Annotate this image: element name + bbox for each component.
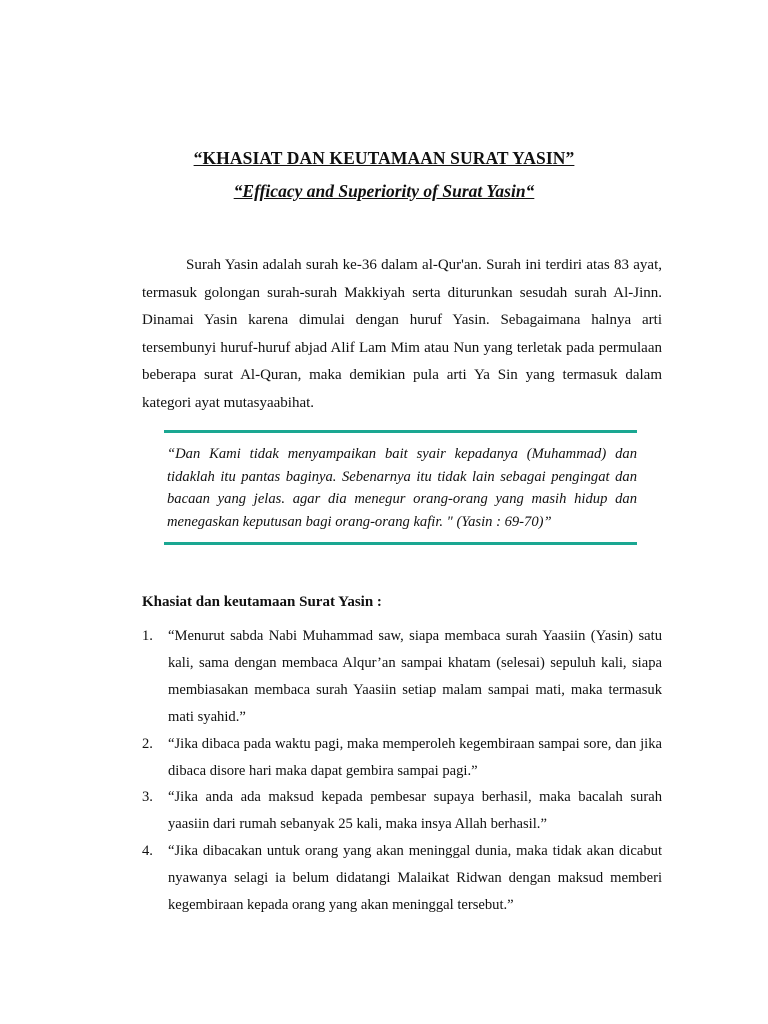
intro-paragraph: Surah Yasin adalah surah ke-36 dalam al-Qur'an. Surah ini terdiri atas 83 ayat, termasuk golongan surah-surah Makkiyah serta diturunkan sesudah surah Al-Jinn. Dinamai Yasin karena dimulai dengan huruf Yasin. Sebagaimana halnya arti tersembunyi huruf-huruf abjad Alif Lam Mim atau Nun yang terletak pada permulaan beberapa surat Al-Quran, maka demikian pula arti Ya Sin yang termasuk dalam kategori ayat mutasyaabihat. [142,257,662,411]
list-item [142,784,662,838]
list-item-text: “Menurut sabda Nabi Muhammad saw, siapa membaca surah Yaasiin (Yasin) satu kali, sama dengan membaca Alqur’an sampai khatam (selesai) sepuluh kali, siapa membiasakan membaca surah Yaasiin setiap malam sampai mati, maka termasuk mati syahid.” [168,628,662,725]
list-item-text: “Jika anda ada maksud kepada pembesar supaya berhasil, maka bacalah surah yaasiin dari rumah sebanyak 25 kali, maka insya Allah berhasil.” [168,789,662,832]
list-item-number: 4. [142,842,153,859]
quote-block [164,430,637,545]
list-item-number: 2. [142,735,153,752]
page-subtitle: “Efficacy and Superiority of Surat Yasin“ [233,181,535,201]
list-item-number: 1. [142,628,153,644]
page-title: “KHASIAT DAN KEUTAMAAN SURAT YASIN” [193,148,575,168]
quote-text: “Dan Kami tidak menyampaikan bait syair kepadanya (Muhammad) dan tidaklah itu pantas baginya. Sebenarnya itu tidak lain sebagai pengingat dan bacaan yang jelas. agar dia menegur orang-orang yang masih hidup dan menegaskan keputusan bagi orang-orang kafir. " (Yasin : 69-70)” [167,446,637,530]
list-item-text: “Jika dibacakan untuk orang yang akan meninggal dunia, maka tidak akan dicabut nyawanya selagi ia belum didatangi Malaikat Ridwan dengan maksud memberi kegembiraan kepada orang yang akan meninggal tersebut.” [168,842,662,913]
list-item [142,731,662,785]
list-item [142,623,662,731]
list-item-number: 3. [142,789,153,805]
list-heading: Khasiat dan keutamaan Surat Yasin : [142,594,382,610]
list-item [142,838,662,919]
list-item-text: “Jika dibaca pada waktu pagi, maka memperoleh kegembiraan sampai sore, dan jika dibaca disore hari maka dapat gembira sampai pagi.” [168,735,662,779]
benefits-list [142,623,662,918]
